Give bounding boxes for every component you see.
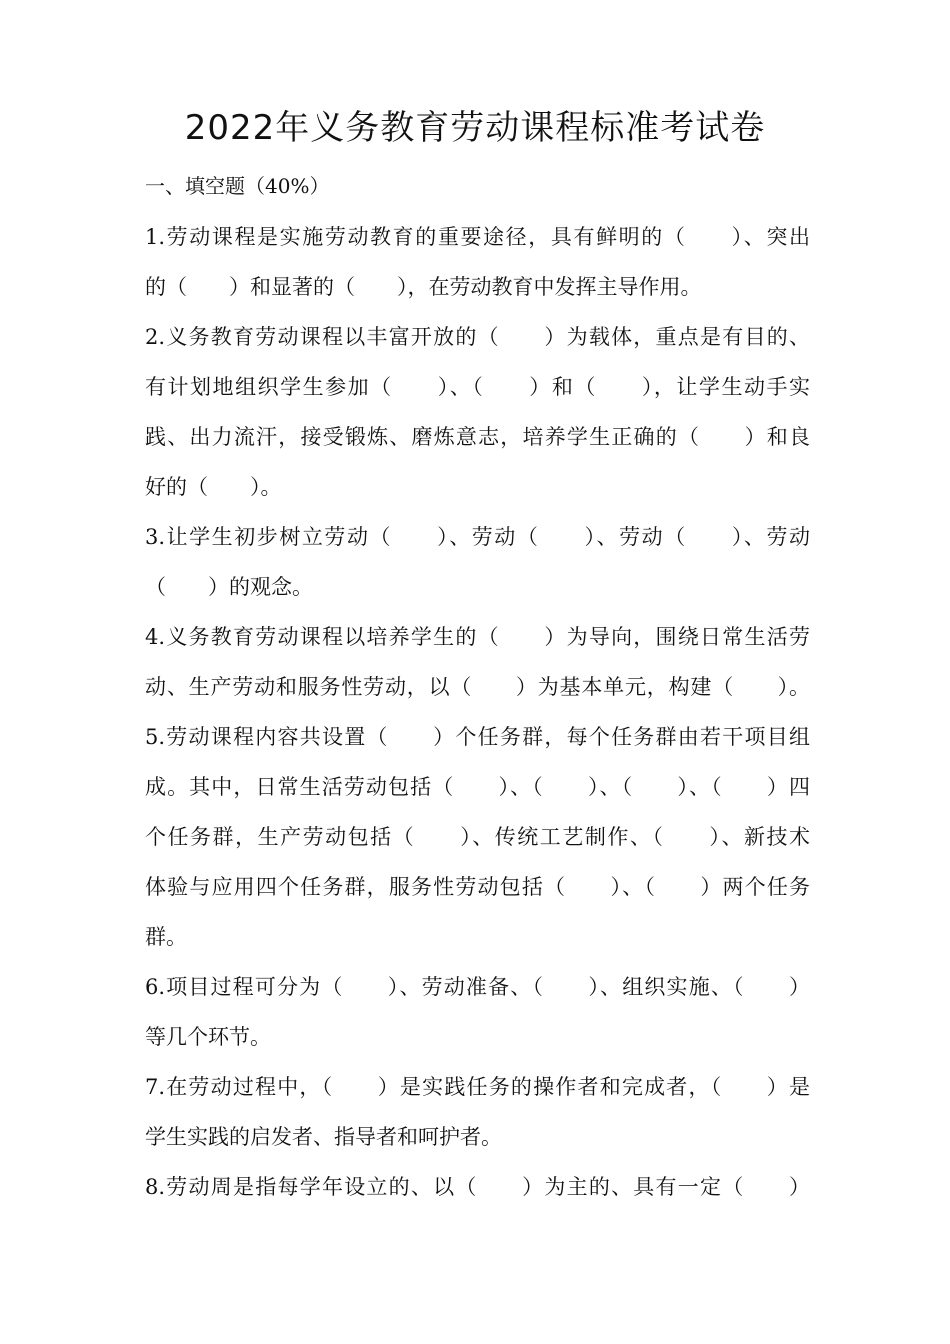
text-line: 等几个环节。 — [145, 1025, 271, 1049]
text-line: 5.劳动课程内容共设置（ ）个任务群，每个任务群由若干项目组 — [145, 725, 810, 749]
text-line: 6.项目过程可分为（ ）、劳动准备、（ ）、组织实施、（ ） — [145, 975, 810, 999]
section-heading: 一、填空题（40%） — [145, 174, 330, 198]
text-line: 3.让学生初步树立劳动（ ）、劳动（ ）、劳动（ ）、劳动 — [145, 525, 810, 549]
text-line: 7.在劳动过程中，（ ）是实践任务的操作者和完成者，（ ）是 — [145, 1075, 810, 1099]
text-line: 成。其中，日常生活劳动包括（ ）、（ ）、（ ）、（ ）四 — [145, 775, 810, 799]
text-line: 体验与应用四个任务群，服务性劳动包括（ ）、（ ）两个任务 — [145, 875, 810, 899]
document-title: 2022年义务教育劳动课程标准考试卷 — [184, 108, 766, 148]
text-line: 2.义务教育劳动课程以丰富开放的（ ）为载体，重点是有目的、 — [145, 325, 810, 349]
question-body — [145, 218, 810, 1218]
text-line: 4.义务教育劳动课程以培养学生的（ ）为导向，围绕日常生活劳 — [145, 625, 810, 649]
text-line: 动、生产劳动和服务性劳动，以（ ）为基本单元，构建（ ）。 — [145, 675, 810, 699]
text-line: 1.劳动课程是实施劳动教育的重要途径，具有鲜明的（ ）、突出 — [145, 225, 810, 249]
text-line: 8.劳动周是指每学年设立的、以（ ）为主的、具有一定（ ） — [145, 1175, 810, 1199]
text-line: 好的（ ）。 — [145, 475, 282, 499]
text-line: 个任务群，生产劳动包括（ ）、传统工艺制作、（ ）、新技术 — [145, 825, 810, 849]
text-line: 践、出力流汗，接受锻炼、磨炼意志，培养学生正确的（ ）和良 — [145, 425, 810, 449]
text-line: （ ）的观念。 — [145, 575, 313, 599]
text-line: 学生实践的启发者、指导者和呵护者。 — [145, 1125, 502, 1149]
text-line: 有计划地组织学生参加（ ）、（ ）和（ ），让学生动手实 — [145, 375, 810, 399]
text-line: 群。 — [145, 925, 187, 949]
text-line: 的（ ）和显著的（ ），在劳动教育中发挥主导作用。 — [145, 275, 702, 299]
